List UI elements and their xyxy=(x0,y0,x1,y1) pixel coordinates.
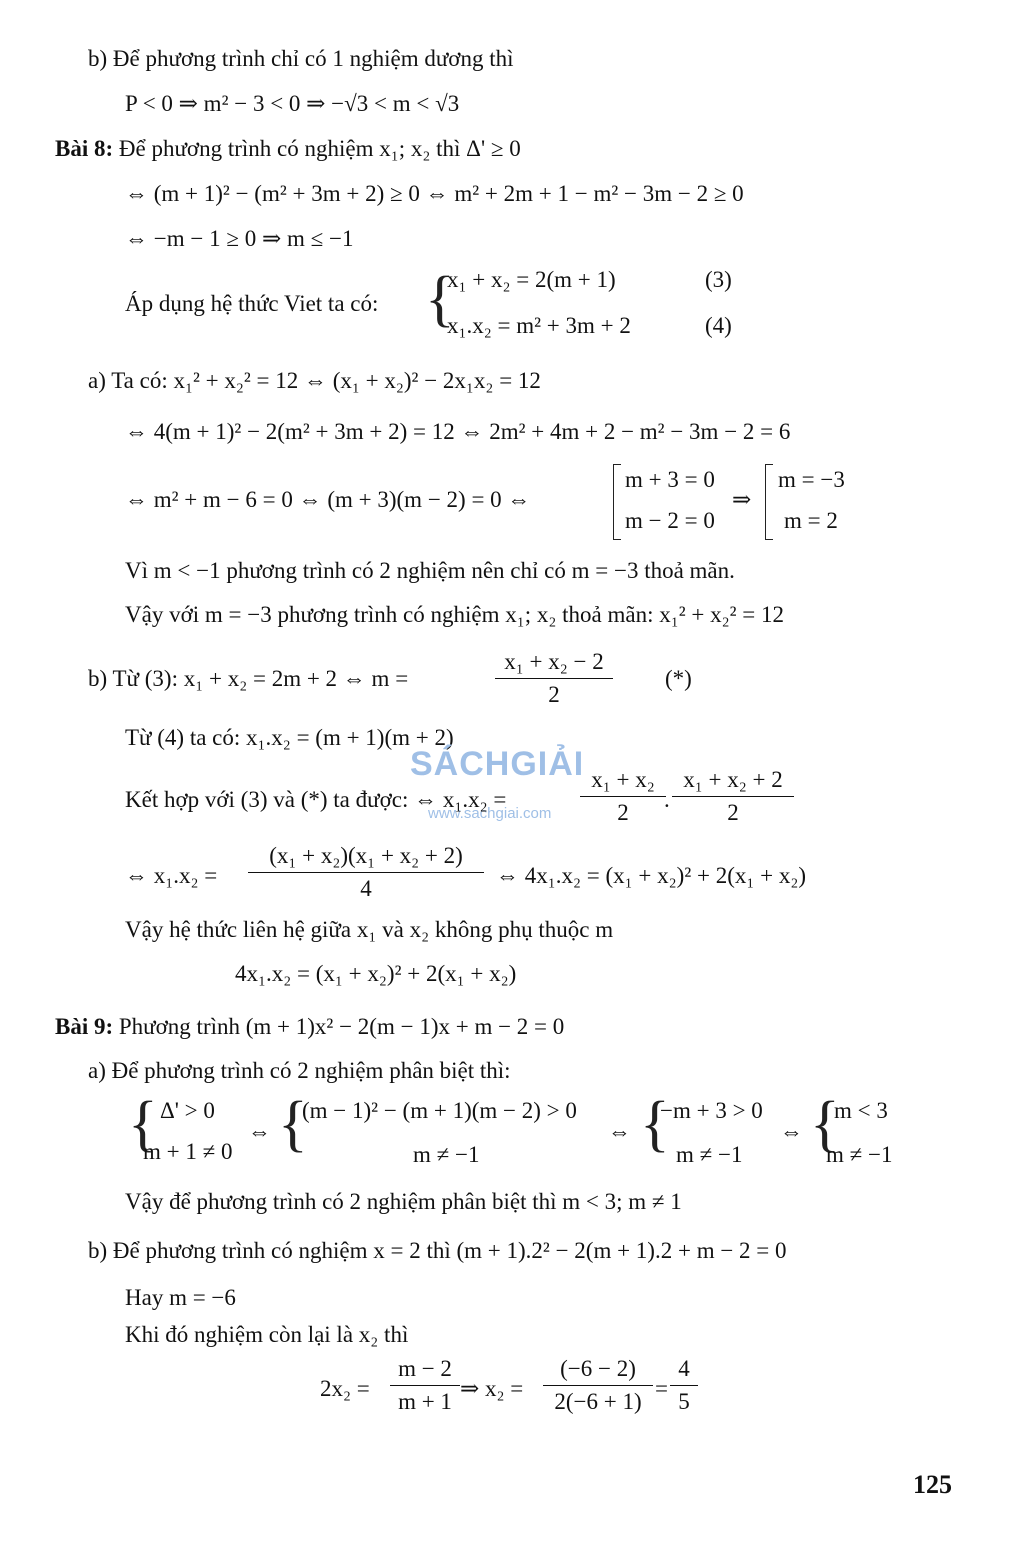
fraction-final-2 xyxy=(543,1355,653,1416)
fraction-final-1 xyxy=(390,1355,460,1416)
fraction-sum-plus2-half xyxy=(672,766,794,827)
fraction-sum-half xyxy=(580,766,666,827)
fraction-denominator: m + 1 xyxy=(398,1389,452,1414)
system-4-row-1: m < 3 xyxy=(834,1098,888,1123)
system-1-row-2: m + 1 ≠ 0 xyxy=(143,1139,233,1164)
fraction-product xyxy=(248,842,484,903)
fraction-m xyxy=(495,648,613,709)
part-b-line-3: Kết hợp với (3) và (*) ta được: ⇔ x₁.x₂ = xyxy=(125,787,507,812)
part-b-line-4-right: ⇔ 4x₁.x₂ = (x₁ + x₂)² + 2(x₁ + x₂) xyxy=(496,863,807,888)
fraction-bar xyxy=(390,1385,460,1386)
bai8-delta-expand: ⇔ (m + 1)² − (m² + 3m + 2) ≥ 0 ⇔ m² + 2m + 1 − m² − 3m − 2 ≥ 0 xyxy=(125,181,744,206)
fraction-numerator: m − 2 xyxy=(398,1356,452,1381)
multiply-dot: . xyxy=(664,787,670,812)
part-a-line-1: a) Ta có: x₁² + x₂² = 12 ⇔ (x₁ + x₂)² − 2x₁x₂ = 12 xyxy=(88,368,541,393)
part-b-relation: 4x₁.x₂ = (x₁ + x₂)² + 2(x₁ + x₂) xyxy=(235,961,517,986)
fraction-bar xyxy=(580,796,666,797)
bai8-text: Để phương trình có nghiệm x₁; x₂ thì Δ' ≥ 0 xyxy=(118,136,521,161)
part-a-conclusion-1: Vì m < −1 phương trình có 2 nghiệm nên chỉ có m = −3 thoả mãn. xyxy=(125,558,735,583)
case-m-minus-2: m − 2 = 0 xyxy=(625,508,715,533)
bai9-text: Phương trình (m + 1)x² − 2(m − 1)x + m − 2 = 0 xyxy=(118,1014,565,1039)
fraction-final-3 xyxy=(670,1355,698,1416)
viet-number-3: (3) xyxy=(705,267,732,292)
fraction-denominator: 2(−6 + 1) xyxy=(554,1389,642,1414)
viet-number-4: (4) xyxy=(705,313,732,338)
bai9-part-a-conclusion: Vậy để phương trình có 2 nghiệm phân biệt thì m < 3; m ≠ 1 xyxy=(125,1189,682,1214)
fraction-m-numerator: x₁ + x₂ − 2 xyxy=(504,649,604,674)
fraction-bar xyxy=(672,796,794,797)
bai9-part-a-line-1: a) Để phương trình có 2 nghiệm phân biệt thì: xyxy=(88,1058,511,1083)
bai9-part-b-line-3: Khi đó nghiệm còn lại là x₂ thì xyxy=(125,1322,409,1347)
part-a-line-2: ⇔ 4(m + 1)² − 2(m² + 3m + 2) = 12 ⇔ 2m² + 4m + 2 − m² − 3m − 2 = 6 xyxy=(125,419,791,444)
final-eq-mid: ⇒ x₂ = xyxy=(460,1376,524,1401)
system-3-row-1: −m + 3 > 0 xyxy=(660,1098,763,1123)
case-m-plus-3: m + 3 = 0 xyxy=(625,467,715,492)
viet-eq-sum: x₁ + x₂ = 2(m + 1) xyxy=(447,267,616,292)
system-brace-2: { xyxy=(278,1090,308,1158)
equiv-3: ⇔ xyxy=(780,1119,803,1144)
system-3-row-2: m ≠ −1 xyxy=(676,1142,743,1167)
final-equals: = xyxy=(655,1376,668,1401)
case-bracket-2 xyxy=(765,464,773,540)
part-a-line-3: ⇔ m² + m − 6 = 0 ⇔ (m + 3)(m − 2) = 0 ⇔ xyxy=(125,487,531,512)
system-brace-4: { xyxy=(810,1090,840,1158)
equiv-2: ⇔ xyxy=(608,1119,631,1144)
star-tag: (*) xyxy=(665,666,692,691)
line-p-condition: P < 0 ⇒ m² − 3 < 0 ⇒ −√3 < m < √3 xyxy=(125,91,460,116)
fraction-bar xyxy=(248,872,484,873)
part-b-conclusion: Vậy hệ thức liên hệ giữa x₁ và x₂ không phụ thuộc m xyxy=(125,917,614,942)
viet-eq-product: x₁.x₂ = m² + 3m + 2 xyxy=(447,313,631,338)
bai8-title: Bài 8: xyxy=(55,136,114,161)
result-m-neg3: m = −3 xyxy=(778,467,845,492)
bai9-heading xyxy=(55,1013,564,1041)
part-b-line-4: ⇔ x₁.x₂ = xyxy=(125,863,218,888)
fraction-denominator: 2 xyxy=(617,800,629,825)
system-2-row-2: m ≠ −1 xyxy=(413,1142,480,1167)
bai9-part-b-line-2: Hay m = −6 xyxy=(125,1285,236,1310)
system-1-row-1: Δ' > 0 xyxy=(160,1098,215,1123)
fraction-bar xyxy=(543,1385,653,1386)
fraction-denominator: 2 xyxy=(727,800,739,825)
part-b-line-2: Từ (4) ta có: x₁.x₂ = (m + 1)(m + 2) xyxy=(125,725,454,750)
page-number: 125 xyxy=(913,1470,952,1499)
bai9-part-b-line-1: b) Để phương trình có nghiệm x = 2 thì (m + 1).2² − 2(m + 1).2 + m − 2 = 0 xyxy=(88,1238,787,1263)
bai8-heading xyxy=(55,135,521,163)
fraction-numerator: x₁ + x₂ + 2 xyxy=(683,767,783,792)
fraction-numerator: (−6 − 2) xyxy=(560,1356,636,1381)
fraction-numerator: 4 xyxy=(678,1356,690,1381)
case-bracket-1 xyxy=(613,464,621,540)
implies-arrow: ⇒ xyxy=(732,487,752,512)
final-eq-left: 2x₂ = xyxy=(320,1376,370,1401)
part-b-line-1: b) Từ (3): x₁ + x₂ = 2m + 2 ⇔ m = xyxy=(88,666,409,691)
part-a-conclusion-2: Vậy với m = −3 phương trình có nghiệm x₁; x₂ thoả mãn: x₁² + x₂² = 12 xyxy=(125,602,785,627)
viet-label: Áp dụng hệ thức Viet ta có: xyxy=(125,291,379,316)
fraction-m-denominator: 2 xyxy=(548,682,560,707)
fraction-numerator: (x₁ + x₂)(x₁ + x₂ + 2) xyxy=(269,843,463,868)
watermark-url: www.sachgiai.com xyxy=(428,805,552,822)
system-brace-1: { xyxy=(128,1090,158,1158)
fraction-denominator: 4 xyxy=(360,876,372,901)
fraction-bar xyxy=(670,1385,698,1386)
system-2-row-1: (m − 1)² − (m + 1)(m − 2) > 0 xyxy=(302,1098,577,1123)
line-b-positive-root: b) Để phương trình chỉ có 1 nghiệm dương thì xyxy=(88,46,514,71)
viet-brace: { xyxy=(425,265,455,333)
fraction-numerator: x₁ + x₂ xyxy=(591,767,655,792)
fraction-bar xyxy=(495,678,613,679)
fraction-denominator: 5 xyxy=(678,1389,690,1414)
equiv-1: ⇔ xyxy=(248,1119,271,1144)
watermark-logo: SÁCHGIẢI xyxy=(410,745,585,783)
result-m-2: m = 2 xyxy=(784,508,838,533)
system-4-row-2: m ≠ −1 xyxy=(826,1142,893,1167)
bai8-delta-result: ⇔ −m − 1 ≥ 0 ⇒ m ≤ −1 xyxy=(125,226,354,251)
system-brace-3: { xyxy=(640,1090,670,1158)
bai9-title: Bài 9: xyxy=(55,1014,114,1039)
